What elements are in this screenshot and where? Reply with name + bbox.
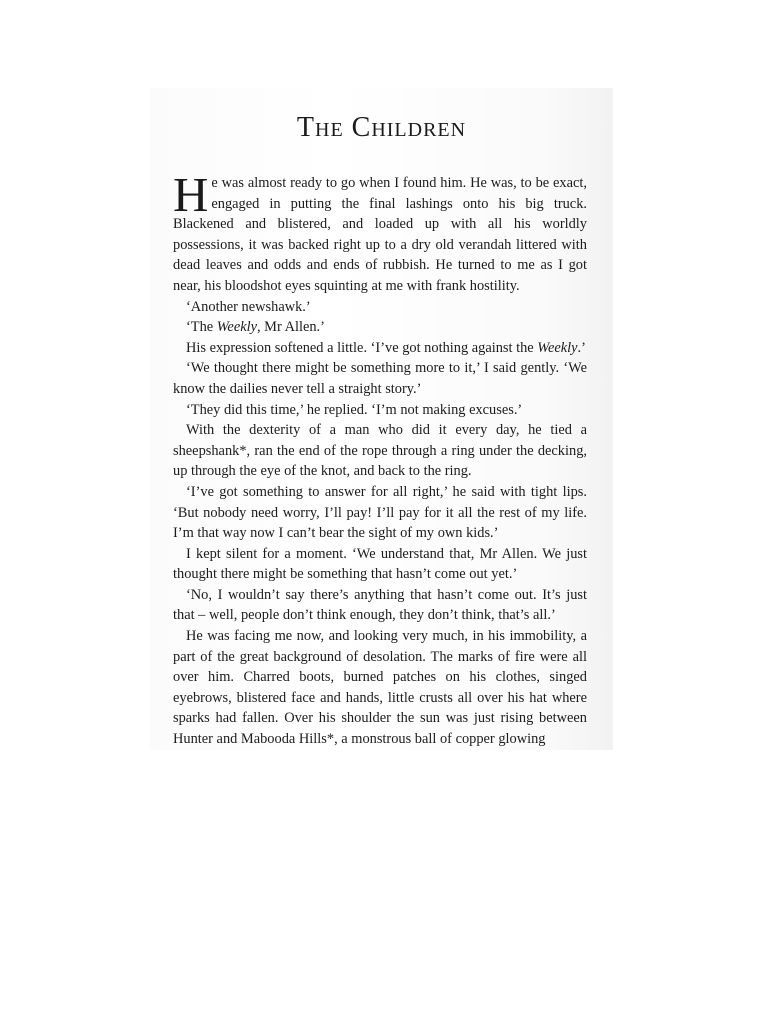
paragraph-6: ‘They did this time,’ he replied. ‘I’m not making excuses.’ [186, 401, 523, 418]
chapter-title: The Children [296, 112, 467, 143]
paragraph-3-italic: Weekly [216, 319, 257, 336]
paragraph-4-pre: His expression softened a little. ‘I’ve got nothing against the [186, 339, 538, 356]
chapter-body [173, 167, 587, 750]
paragraph-3-post: , Mr Allen.’ [256, 319, 325, 336]
paragraph-2: ‘Another newshawk.’ [186, 298, 311, 315]
paragraph-4-post: .’ [577, 339, 586, 356]
paragraph-10: ‘No, I wouldn’t say there’s anything that hasn’t come out. It’s just that – well, people don’t think enough, they don’t think, that’s all.’ [173, 586, 587, 624]
paragraph-7: With the dexterity of a man who did it every day, he tied a sheepshank*, ran the end of the rope through a ring under the decking, up through the eye of the knot, and back to the ring. [173, 422, 587, 480]
paragraph-9: I kept silent for a moment. ‘We understand that, Mr Allen. We just thought there might be something that hasn’t come out yet.’ [173, 545, 587, 583]
paragraph-4-italic: Weekly [537, 339, 578, 356]
paragraph-3 [173, 317, 587, 338]
paragraph-8: ‘I’ve got something to answer for all right,’ he said with tight lips. ‘But nobody need worry, I’ll pay! I’ll pay for it all the rest of my life. I’m that way now I can’t bear the sight of my own kids.’ [173, 483, 587, 542]
paragraph-11: He was facing me now, and looking very much, in his immobility, a part of the great background of desolation. The marks of fire were all over him. Charred boots, burned patches on his clothes, singed eyebrows, blistered face and hands, little crusts all over his hat where sparks had fallen. Over his shoulder the sun was just rising between Hunter and Mabooda Hills*, a monstrous ball of copper glowing [173, 628, 587, 748]
drop-cap: H [173, 167, 209, 222]
paragraph-5: ‘We thought there might be something more to it,’ I said gently. ‘We know the dailies never tell a straight story.’ [173, 360, 587, 397]
paragraph-4 [173, 338, 587, 359]
paragraph-1-text: e was almost ready to go when I found him. He was, to be exact, engaged in putting the final lashings onto his big truck. Blackened and blistered, and loaded up with all his worldly possessions, it was backed right up to a dry old verandah littered with dead leaves and odds and ends of rubbish. He turned to me as I got near, his bloodshot eyes squinting at me with frank hostility. [173, 175, 587, 294]
paragraph-3-pre: ‘The [186, 319, 217, 336]
paragraph-1 [173, 167, 587, 297]
